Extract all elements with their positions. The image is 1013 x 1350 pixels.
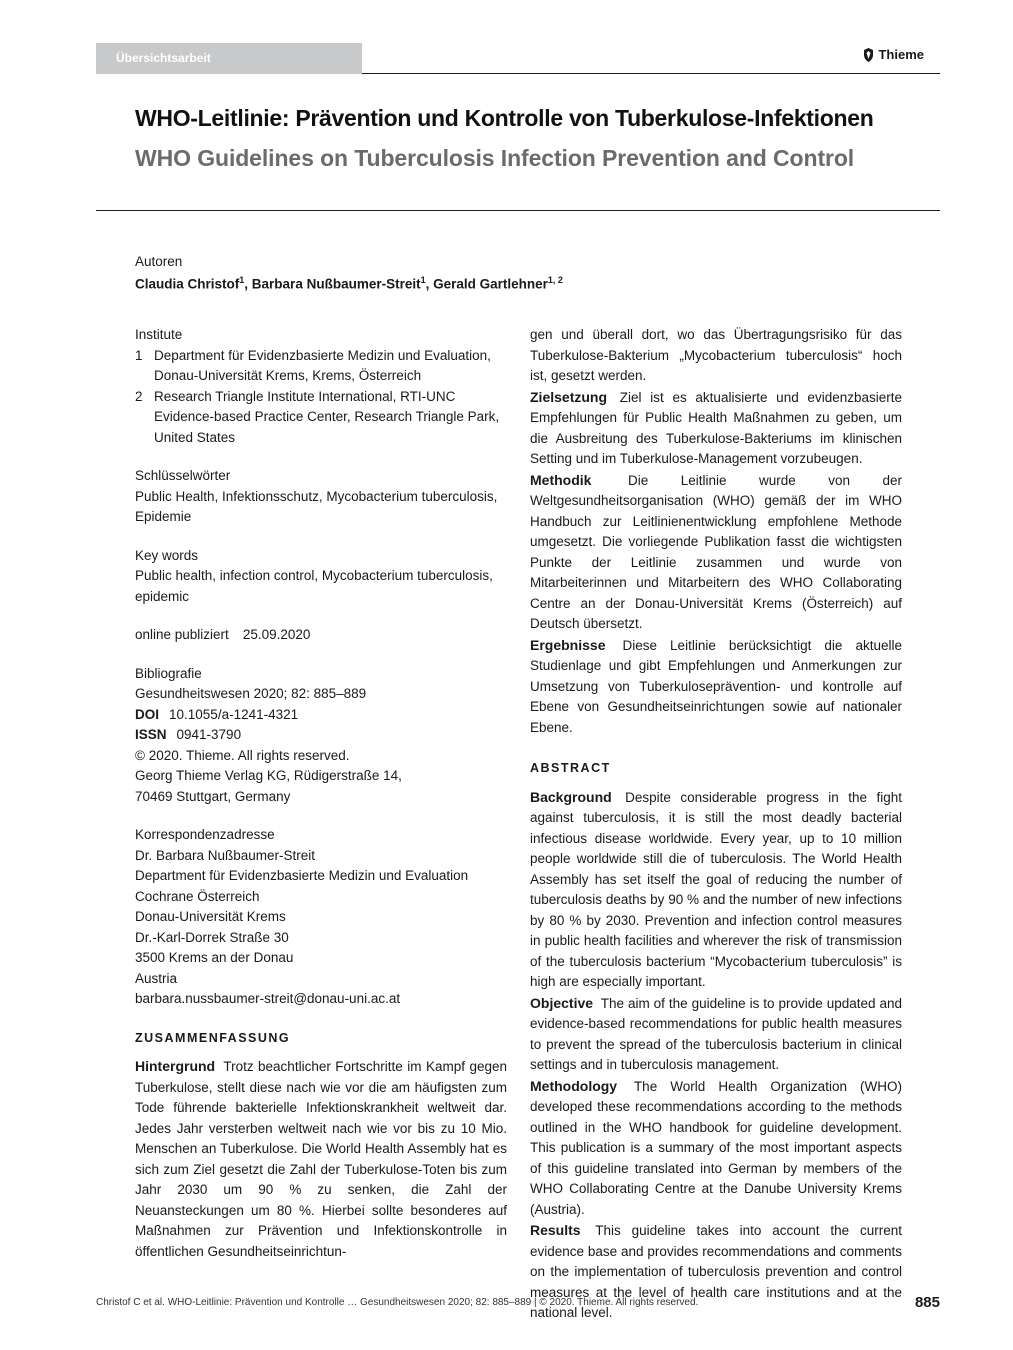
hintergrund-paragraph [135, 1056, 507, 1262]
institute-number: 2 [135, 388, 143, 404]
journal-citation: Gesundheitswesen 2020; 82: 885–889 [135, 686, 367, 701]
background-text: Despite considerable progress in the fight against tuberculosis, it is still the most deadly bacterial infectious disease worldwide. Every year, up to 10 million people worldwide still die of tuberculosis. The World Health Assembly has set itself the goal of reducing the number of tuberculosis deaths by 90 % and the number of new infections by 80 % by 2030. Prevention and infection control measures in public health facilities and wherever the risk of transmission of the tuberculosis bacterium “Mycobacterium tuberculosis” is high are especially important. [530, 789, 902, 989]
methodik-text: Die Leitlinie wurde von der Weltgesundheitsorganisation (WHO) gemäß der im WHO Handbuch zur Leitlinienentwicklung empfohlene Methode umgesetzt. Die vorliegende Publikation fasst die wichtigsten Punkte der Leitlinie zusammen und wurde von Mitarbeiterinnen und Mitarbeitern des WHO Collaborating Centre an der Donau-Universität Krems (Österreich) auf Deutsch übersetzt. [530, 472, 902, 631]
schluesselwoerter-text: Public Health, Infektionsschutz, Mycobacterium tuberculosis, Epidemie [135, 488, 498, 524]
hintergrund-text: Trotz beachtlicher Fortschritte im Kampf gegen Tuberkulose, stellt diese nach wie vor die am häufigsten zum Tode führende bakterielle Infektionskrankheit weltweit dar. Jedes Jahr versterben weltweit nach wie vor bis zu 10 Mio. Menschen an Tuberkulose. Die World Health Assembly hat es sich zum Ziel gesetzt die Zahl der Tuberkulose-Toten bis zum Jahr 2030 um 90 % zu senken, die Zahl der Neuansteckungen um 80 %. Hierbei sollte besonderes auf Maßnahmen zur Prävention und Infektionskontrolle in öffentlichen Gesundheitseinrichtun- [135, 1059, 507, 1259]
author-name: Barbara Nußbaumer-Streit [251, 276, 421, 292]
author-separator: , [244, 276, 252, 292]
address-line: Department für Evidenzbasierte Medizin und Evaluation [135, 868, 469, 883]
institutes-block [135, 325, 507, 448]
background-paragraph [530, 787, 902, 993]
authors-block [135, 253, 563, 294]
korrespondenz-block [135, 825, 507, 1010]
bibliografie-block [135, 664, 507, 808]
doi-label: DOI [135, 706, 160, 722]
ergebnisse-paragraph [530, 635, 902, 739]
title-german: WHO-Leitlinie: Prävention und Kontrolle von Tuberkulose-Infektionen [135, 105, 874, 131]
ergebnisse-label: Ergebnisse [530, 636, 606, 653]
authors-label: Autoren [135, 254, 183, 269]
hintergrund-continuation: gen und überall dort, wo das Übertragungsrisiko für das Tuberkulose-Bakterium „Mycobacterium tuberculosis“ hoch ist, gesetzt werden. [530, 327, 902, 383]
online-published [135, 625, 507, 646]
online-date: 25.09.2020 [242, 627, 311, 642]
issn-label: ISSN [135, 727, 167, 742]
objective-text: The aim of the guideline is to provide updated and evidence-based recommendations for public health measures to prevent the spread of the tuberculosis bacterium in clinical settings and in tuberculosis management. [530, 995, 903, 1072]
doi-row [135, 705, 507, 726]
zielsetzung-text: Ziel ist es aktualisierte und evidenzbasierte Empfehlungen für Public Health Maßnahmen zu geben, um die Ausbreitung des Tuberkulose-Bakteriums im klinischen Setting und im Tuberkulose-Management vorzubeugen. [530, 389, 902, 466]
keywords-text: Public health, infection control, Mycobacterium tuberculosis, epidemic [135, 568, 493, 604]
institute-number: 1 [135, 347, 143, 363]
results-label: Results [530, 1222, 581, 1238]
copyright-line: © 2020. Thieme. All rights reserved. [135, 747, 350, 763]
thieme-crest-icon [863, 48, 874, 62]
author-affiliation: 1 [420, 275, 426, 285]
right-column [530, 325, 902, 1324]
publisher-address-line: 70469 Stuttgart, Germany [135, 788, 291, 804]
issn-value: 0941-3790 [176, 727, 242, 742]
hintergrund-label: Hintergrund [135, 1058, 216, 1074]
author-name: Gerald Gartlehner [433, 276, 548, 292]
methodology-text: The World Health Organization (WHO) developed these recommendations according to the methods outlined in the WHO handbook for guideline development. This publication is a summary of the most important aspects of this guideline translated into German by members of the WHO Collaborating Centre at the Danube University Krems (Austria). [530, 1078, 902, 1217]
results-text: This guideline takes into account the current evidence base and provides recommendations and comments on the implementation of tuberculosis prevention and control measures at the level of health care institutions and at the national level. [530, 1223, 902, 1320]
institute-text: Research Triangle Institute International, RTI-UNC Evidence-based Practice Center, Research Triangle Park, United States [154, 388, 500, 445]
zusammenfassung-heading: ZUSAMMENFASSUNG [135, 1030, 291, 1045]
issn-row [135, 725, 507, 746]
online-label: online publiziert [135, 627, 229, 642]
address-line: 3500 Krems an der Donau [135, 950, 294, 965]
korrespondenz-label: Korrespondenzadresse [135, 827, 275, 842]
schluesselwoerter-label: Schlüsselwörter [135, 468, 231, 483]
bibliografie-label: Bibliografie [135, 665, 202, 681]
institutes-label: Institute [135, 327, 183, 342]
objective-label: Objective [530, 994, 594, 1011]
address-line: Donau-Universität Krems [135, 909, 286, 924]
methodology-label: Methodology [530, 1077, 618, 1094]
address-line: Dr. Barbara Nußbaumer-Streit [135, 847, 316, 863]
institute-item [135, 346, 507, 387]
institute-item [135, 387, 507, 449]
ergebnisse-text: Diese Leitlinie berücksichtigt die aktuelle Studienlage und gibt Empfehlungen und Anmerkungen zur Umsetzung von Tuberkuloseprävention- und kontrolle auf Ebene von Gesundheitseinrichtungen sowie auf nationaler Ebene. [530, 637, 902, 735]
doi-value: 10.1055/a-1241-4321 [169, 706, 299, 722]
address-line: Austria [135, 970, 178, 986]
methodik-paragraph [530, 470, 902, 635]
author-affiliation: 1, 2 [547, 275, 563, 285]
publisher-name: Thieme [878, 47, 924, 62]
header-rule [362, 73, 940, 74]
email-link[interactable]: barbara.nussbaumer-streit@donau-uni.ac.at [135, 991, 401, 1006]
background-label: Background [530, 788, 612, 805]
methodik-label: Methodik [530, 471, 592, 488]
publisher-logo [863, 47, 924, 62]
page-number: 885 [914, 1294, 940, 1311]
title-english: WHO Guidelines on Tuberculosis Infection Prevention and Control [135, 145, 855, 171]
keywords-block [135, 546, 507, 608]
footer-citation: Christof C et al. WHO-Leitlinie: Prävention und Kontrolle … Gesundheitswesen 2020; 82: 885–889 | © 2020. Thieme. All rights reserved. [96, 1297, 699, 1308]
keywords-label: Key words [135, 547, 199, 563]
institute-text: Department für Evidenzbasierte Medizin und Evaluation, Donau-Universität Krems, Krems, Österreich [154, 347, 491, 383]
address-line: Cochrane Österreich [135, 888, 260, 904]
author-name: Claudia Christof [135, 276, 240, 292]
publisher-address-line: Georg Thieme Verlag KG, Rüdigerstraße 14, [135, 768, 402, 783]
schluesselwoerter-block [135, 466, 507, 528]
objective-paragraph [530, 993, 902, 1076]
left-column [135, 325, 507, 1262]
author-names [135, 271, 563, 294]
abstract-heading: ABSTRACT [530, 761, 611, 775]
title-rule [96, 210, 940, 211]
methodology-paragraph [530, 1076, 902, 1221]
zielsetzung-paragraph [530, 387, 902, 470]
address-line: Dr.-Karl-Dorrek Straße 30 [135, 929, 289, 945]
author-affiliation: 1 [239, 275, 245, 285]
section-label: Übersichtsarbeit [96, 43, 362, 74]
zielsetzung-label: Zielsetzung [530, 388, 608, 405]
author-separator: , [425, 276, 434, 292]
